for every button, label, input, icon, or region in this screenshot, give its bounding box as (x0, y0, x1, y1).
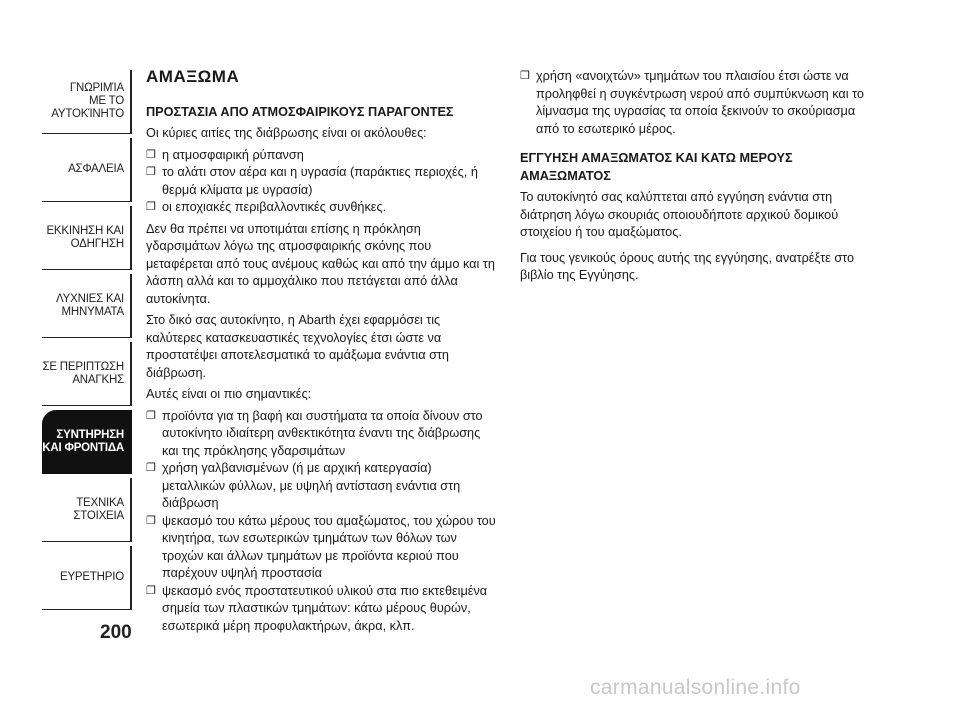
checkbox-bullet-icon: ❐ (146, 584, 156, 597)
page-number: 200 (100, 622, 132, 643)
paragraph: Αυτές είναι οι πιο σημαντικές: (146, 387, 312, 401)
tab-label: ΕΥΡΕΤΗΡΙΟ (59, 571, 124, 583)
list-item: ❐ ψεκασμό του κάτω μέρους του αμαξώματος, του χώρου του κινητήρα, των εσωτερικών τμημάτων των θόλων των τροχών και άλλων τμημάτων με προϊόντα κεριού που παρέχουν υψηλή προστασία (146, 513, 496, 580)
tab-label: ΣΥΝΤΗΡΗΣΗ ΚΑΙ ΦΡΟΝΤΙΔΑ (42, 428, 124, 454)
intro-text: Οι κύριες αιτίες της διάβρωσης είναι οι ακόλουθες: (146, 126, 427, 140)
measures-list (146, 408, 496, 636)
tab-label: ΓΝΩΡΙΜΊΑ ΜΕ ΤΟ ΑΥΤΟΚΊΝΗΤΟ (51, 82, 124, 120)
list-item: ❐ η ατμοσφαιρική ρύπανση (146, 147, 496, 165)
tab-technical-specs[interactable] (42, 478, 132, 542)
checkbox-bullet-icon: ❐ (146, 409, 156, 422)
tab-warning-lights[interactable] (42, 274, 132, 338)
tab-emergency[interactable] (42, 342, 132, 406)
continued-list (520, 68, 880, 138)
paragraph: Το αυτοκίνητό σας καλύπτεται από εγγύηση ενάντια στη διάτρηση λόγω σκουριάς οποιουδήποτε αρχικού δομικού στοιχείου ή του αμαξώματος. (520, 190, 839, 239)
paragraph: Δεν θα πρέπει να υποτιμάται επίσης η πρόκληση γδαρσιμάτων λόγω της ατμοσφαιρικής σκόνης που μεταφέρεται από τους ανέμους καθώς και από την άμμο και τη λάσπη αλλά και το αμμοχάλικο που πετάγεται από άλλα αυτοκίνητα. (146, 221, 495, 306)
tab-label: ΣΕ ΠΕΡΙΠΤΩΣΗ ΑΝΑΓΚΗΣ (42, 360, 124, 386)
checkbox-bullet-icon: ❐ (146, 166, 156, 178)
checkbox-bullet-icon: ❐ (146, 201, 156, 213)
watermark: carmanualsonline.info (590, 676, 801, 699)
tab-index[interactable] (42, 546, 132, 610)
list-item: ❐ προϊόντα για τη βαφή και συστήματα τα οποία δίνουν στο αυτοκίνητο ιδιαίτερη ανθεκτικότητα έναντι της διάβρωσης και της πρόκλησης γδαρσιμάτων (146, 408, 483, 458)
tab-starting-driving[interactable] (42, 206, 132, 270)
list-item: ❐ οι εποχιακές περιβαλλοντικές συνθήκες. (146, 199, 496, 217)
warranty-heading: ΕΓΓΥΗΣΗ ΑΜΑΞΩΜΑΤΟΣ ΚΑΙ ΚΑΤΩ ΜΕΡΟΥΣ ΑΜΑΞΩΜΑΤΟΣ (520, 151, 793, 183)
checkbox-bullet-icon: ❐ (520, 70, 530, 82)
tab-label: ΕΚΚΙΝΗΣΗ ΚΑΙ ΟΔΗΓΗΣΗ (46, 224, 124, 250)
paragraph: Στο δικό σας αυτοκίνητο, η Abarth έχει εφαρμόσει τις καλύτερες κατασκευαστικές τεχνολογίες έτσι ώστε να προστατέψει αποτελεσματικά το αμάξωμα ενάντια στη διάβρωση. (146, 313, 449, 380)
right-column (520, 68, 880, 289)
tab-maintenance-care[interactable] (42, 410, 132, 474)
tab-label: ΑΣΦΑΛΕΙΑ (68, 163, 124, 175)
tab-label: ΛΥΧΝΙΕΣ ΚΑΙ ΜΗΝΥΜΑΤΑ (56, 292, 124, 318)
checkbox-bullet-icon: ❐ (146, 462, 156, 474)
causes-list (146, 147, 496, 217)
page-title: ΑΜΑΞΩΜΑ (146, 67, 240, 86)
paragraph: Για τους γενικούς όρους αυτής της εγγύησης, ανατρέξτε στο βιβλίο της Εγγύησης. (520, 250, 855, 282)
checkbox-bullet-icon: ❐ (146, 148, 156, 161)
list-item: ❐ ψεκασμό ενός προστατευτικού υλικού στα πιο εκτεθειμένα σημεία των πλαστικών τμημάτων: κάτω μέρους θυρών, εσωτερικά μέρη προφυλακτήρων, άκρα, κλπ. (146, 583, 488, 633)
tab-label: ΤΕΧΝΙΚΑ ΣΤΟΙΧΕΙΑ (73, 496, 124, 522)
tab-getting-to-know-car[interactable] (42, 70, 132, 134)
section-heading: ΠΡΟΣΤΑΣΙΑ ΑΠΟ ΑΤΜΟΣΦΑΙΡΙΚΟΥΣ ΠΑΡΑΓΟΝΤΕΣ (146, 104, 454, 119)
checkbox-bullet-icon: ❐ (146, 514, 156, 527)
list-item: ❐ χρήση γαλβανισμένων (ή με αρχική κατεργασία) μεταλλικών φύλλων, με υψηλή αντίσταση ενάντια στη διάβρωση (146, 461, 461, 510)
list-item: ❐ το αλάτι στον αέρα και η υγρασία (παράκτιες περιοχές, ή θερμά κλίματα με υγρασία) (146, 165, 478, 197)
list-item: ❐ χρήση «ανοιχτών» τμημάτων του πλαισίου έτσι ώστε να προληφθεί η συγκέντρωση νερού από συμπύκνωση και το λίμνασμα της υγρασίας τα οποία ξεκινούν το σκούριασμα από το εσωτερικό μέρος. (520, 69, 864, 136)
left-column (146, 68, 496, 639)
tab-safety[interactable] (42, 138, 132, 202)
